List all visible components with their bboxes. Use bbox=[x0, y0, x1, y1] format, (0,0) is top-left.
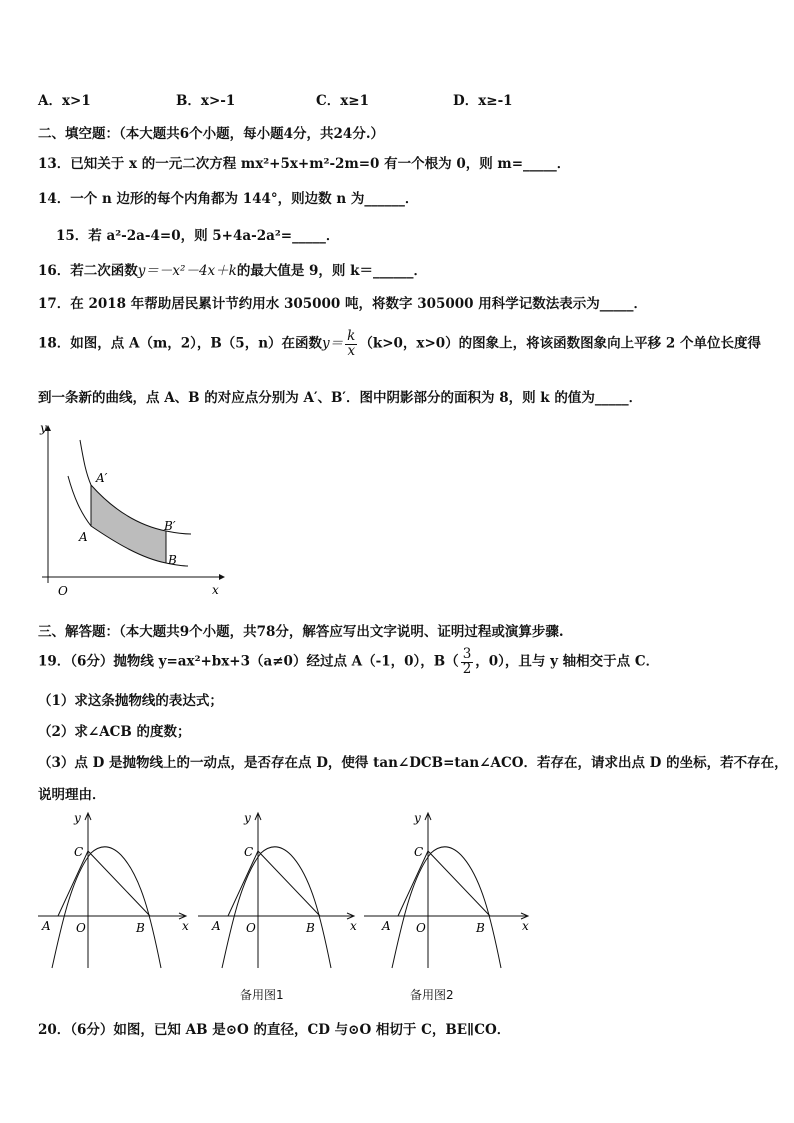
fig19c-label-x: x bbox=[522, 919, 529, 933]
q19-frac-den: 2 bbox=[462, 660, 472, 677]
q19-fraction bbox=[461, 648, 474, 676]
caption-spare-figure-2: 备用图2 bbox=[410, 988, 454, 1002]
option-b: B．x>-1 bbox=[176, 93, 236, 109]
q19-prefix: 19．（6分）抛物线 y=ax²+bx+3（a≠0）经过点 A（-1，0），B（ bbox=[38, 653, 459, 670]
fig19a-parabola bbox=[52, 847, 161, 968]
fig19b-segment-bc bbox=[258, 851, 320, 916]
q19-suffix: ，0），且与 y 轴相交于点 C． bbox=[475, 653, 660, 670]
fig18-label-a: A bbox=[79, 530, 88, 544]
question-15: 15．若 a²-2a-4=0，则 5+4a-2a²=_____． bbox=[56, 228, 340, 244]
fig19b-segment-ac bbox=[228, 851, 258, 916]
figure-19-spare1 bbox=[196, 808, 356, 978]
caption-spare-figure-1: 备用图1 bbox=[240, 988, 284, 1002]
q16-formula: y＝－x²－4x＋k bbox=[137, 263, 237, 279]
fig19a-label-x: x bbox=[182, 919, 189, 933]
q18-prefix: 18．如图，点 A（m，2），B（5，n）在函数 bbox=[38, 335, 323, 352]
fig19a-label-b: B bbox=[136, 921, 145, 935]
fig19a-label-o: O bbox=[76, 921, 86, 935]
q16-prefix: 16．若二次函数 bbox=[38, 263, 138, 279]
fig19a-label-y: y bbox=[74, 811, 81, 825]
fig19c-segment-bc bbox=[428, 851, 490, 916]
fig18-label-x: x bbox=[212, 583, 219, 597]
q18-func-lhs: y＝ bbox=[322, 335, 344, 352]
fig18-label-b2: B′ bbox=[164, 519, 176, 533]
question-19-part2: （2）求∠ACB 的度数； bbox=[38, 724, 191, 740]
question-13: 13．已知关于 x 的一元二次方程 mx²+5x+m²-2m=0 有一个根为 0，则 m=_____． bbox=[38, 156, 571, 172]
fig19c-label-o: O bbox=[416, 921, 426, 935]
question-20: 20．（6分）如图，已知 AB 是⊙O 的直径，CD 与⊙O 相切于 C，BE∥CO． bbox=[38, 1022, 511, 1038]
question-19-part3: （3）点 D 是抛物线上的一动点，是否存在点 D，使得 tan∠DCB=tan∠ACO．若存在，请求出点 D 的坐标，若不存在， bbox=[38, 755, 788, 771]
question-18-line2: 到一条新的曲线，点 A、B 的对应点分别为 A′、B′．图中阴影部分的面积为 8，则 k 的值为_____． bbox=[38, 390, 643, 406]
option-a: A．x>1 bbox=[38, 93, 91, 109]
fig19c-label-y: y bbox=[414, 811, 421, 825]
fig18-label-b: B bbox=[168, 553, 177, 567]
fig19a-label-a: A bbox=[42, 919, 51, 933]
q16-suffix: 的最大值是 9，则 k＝______． bbox=[236, 263, 427, 279]
q18-frac-num: k bbox=[347, 328, 356, 344]
question-19-part3-cont: 说明理由． bbox=[38, 787, 106, 803]
fig19b-label-o: O bbox=[246, 921, 256, 935]
fig19b-label-x: x bbox=[350, 919, 357, 933]
figure-19-spare2 bbox=[362, 808, 534, 978]
q18-frac-den: x bbox=[347, 342, 356, 359]
fig19c-segment-ac bbox=[398, 851, 428, 916]
fig19b-parabola bbox=[222, 847, 331, 968]
fig19a-segment-ac bbox=[58, 851, 88, 916]
question-19 bbox=[38, 648, 659, 676]
fig19c-label-b: B bbox=[476, 921, 485, 935]
fig19c-parabola bbox=[392, 847, 501, 968]
fig18-label-o: O bbox=[58, 584, 68, 598]
q18-fraction bbox=[345, 330, 357, 358]
option-d: D．x≥-1 bbox=[453, 93, 513, 109]
figure-18 bbox=[36, 418, 236, 608]
fig18-label-y: y bbox=[40, 421, 47, 435]
fig19b-label-c: C bbox=[244, 845, 254, 859]
fig19c-label-c: C bbox=[414, 845, 424, 859]
figure-19-main bbox=[36, 808, 196, 978]
fig19b-label-b: B bbox=[306, 921, 315, 935]
option-c: C．x≥1 bbox=[316, 93, 369, 109]
fig19a-segment-bc bbox=[88, 851, 150, 916]
q18-suffix: （k>0，x>0）的图象上，将该函数图象向上平移 2 个单位长度得 bbox=[359, 335, 761, 352]
section2-heading: 二、填空题：（本大题共6个小题，每小题4分，共24分.） bbox=[38, 126, 385, 142]
question-16 bbox=[38, 259, 427, 279]
fig19b-label-a: A bbox=[212, 919, 221, 933]
question-14: 14．一个 n 边形的每个内角都为 144°，则边数 n 为______． bbox=[38, 191, 419, 207]
section3-heading: 三、解答题：（本大题共9个小题，共78分，解答应写出文字说明、证明过程或演算步骤. bbox=[38, 624, 564, 640]
q19-frac-num: 3 bbox=[462, 646, 472, 662]
fig19a-label-c: C bbox=[74, 845, 84, 859]
question-18 bbox=[38, 330, 761, 358]
fig19b-label-y: y bbox=[244, 811, 251, 825]
fig19c-label-a: A bbox=[382, 919, 391, 933]
question-17: 17．在 2018 年帮助居民累计节约用水 305000 吨，将数字 305000 用科学记数法表示为_____． bbox=[38, 296, 648, 312]
question-19-part1: （1）求这条抛物线的表达式； bbox=[38, 693, 223, 709]
fig18-label-a2: A′ bbox=[96, 471, 108, 485]
